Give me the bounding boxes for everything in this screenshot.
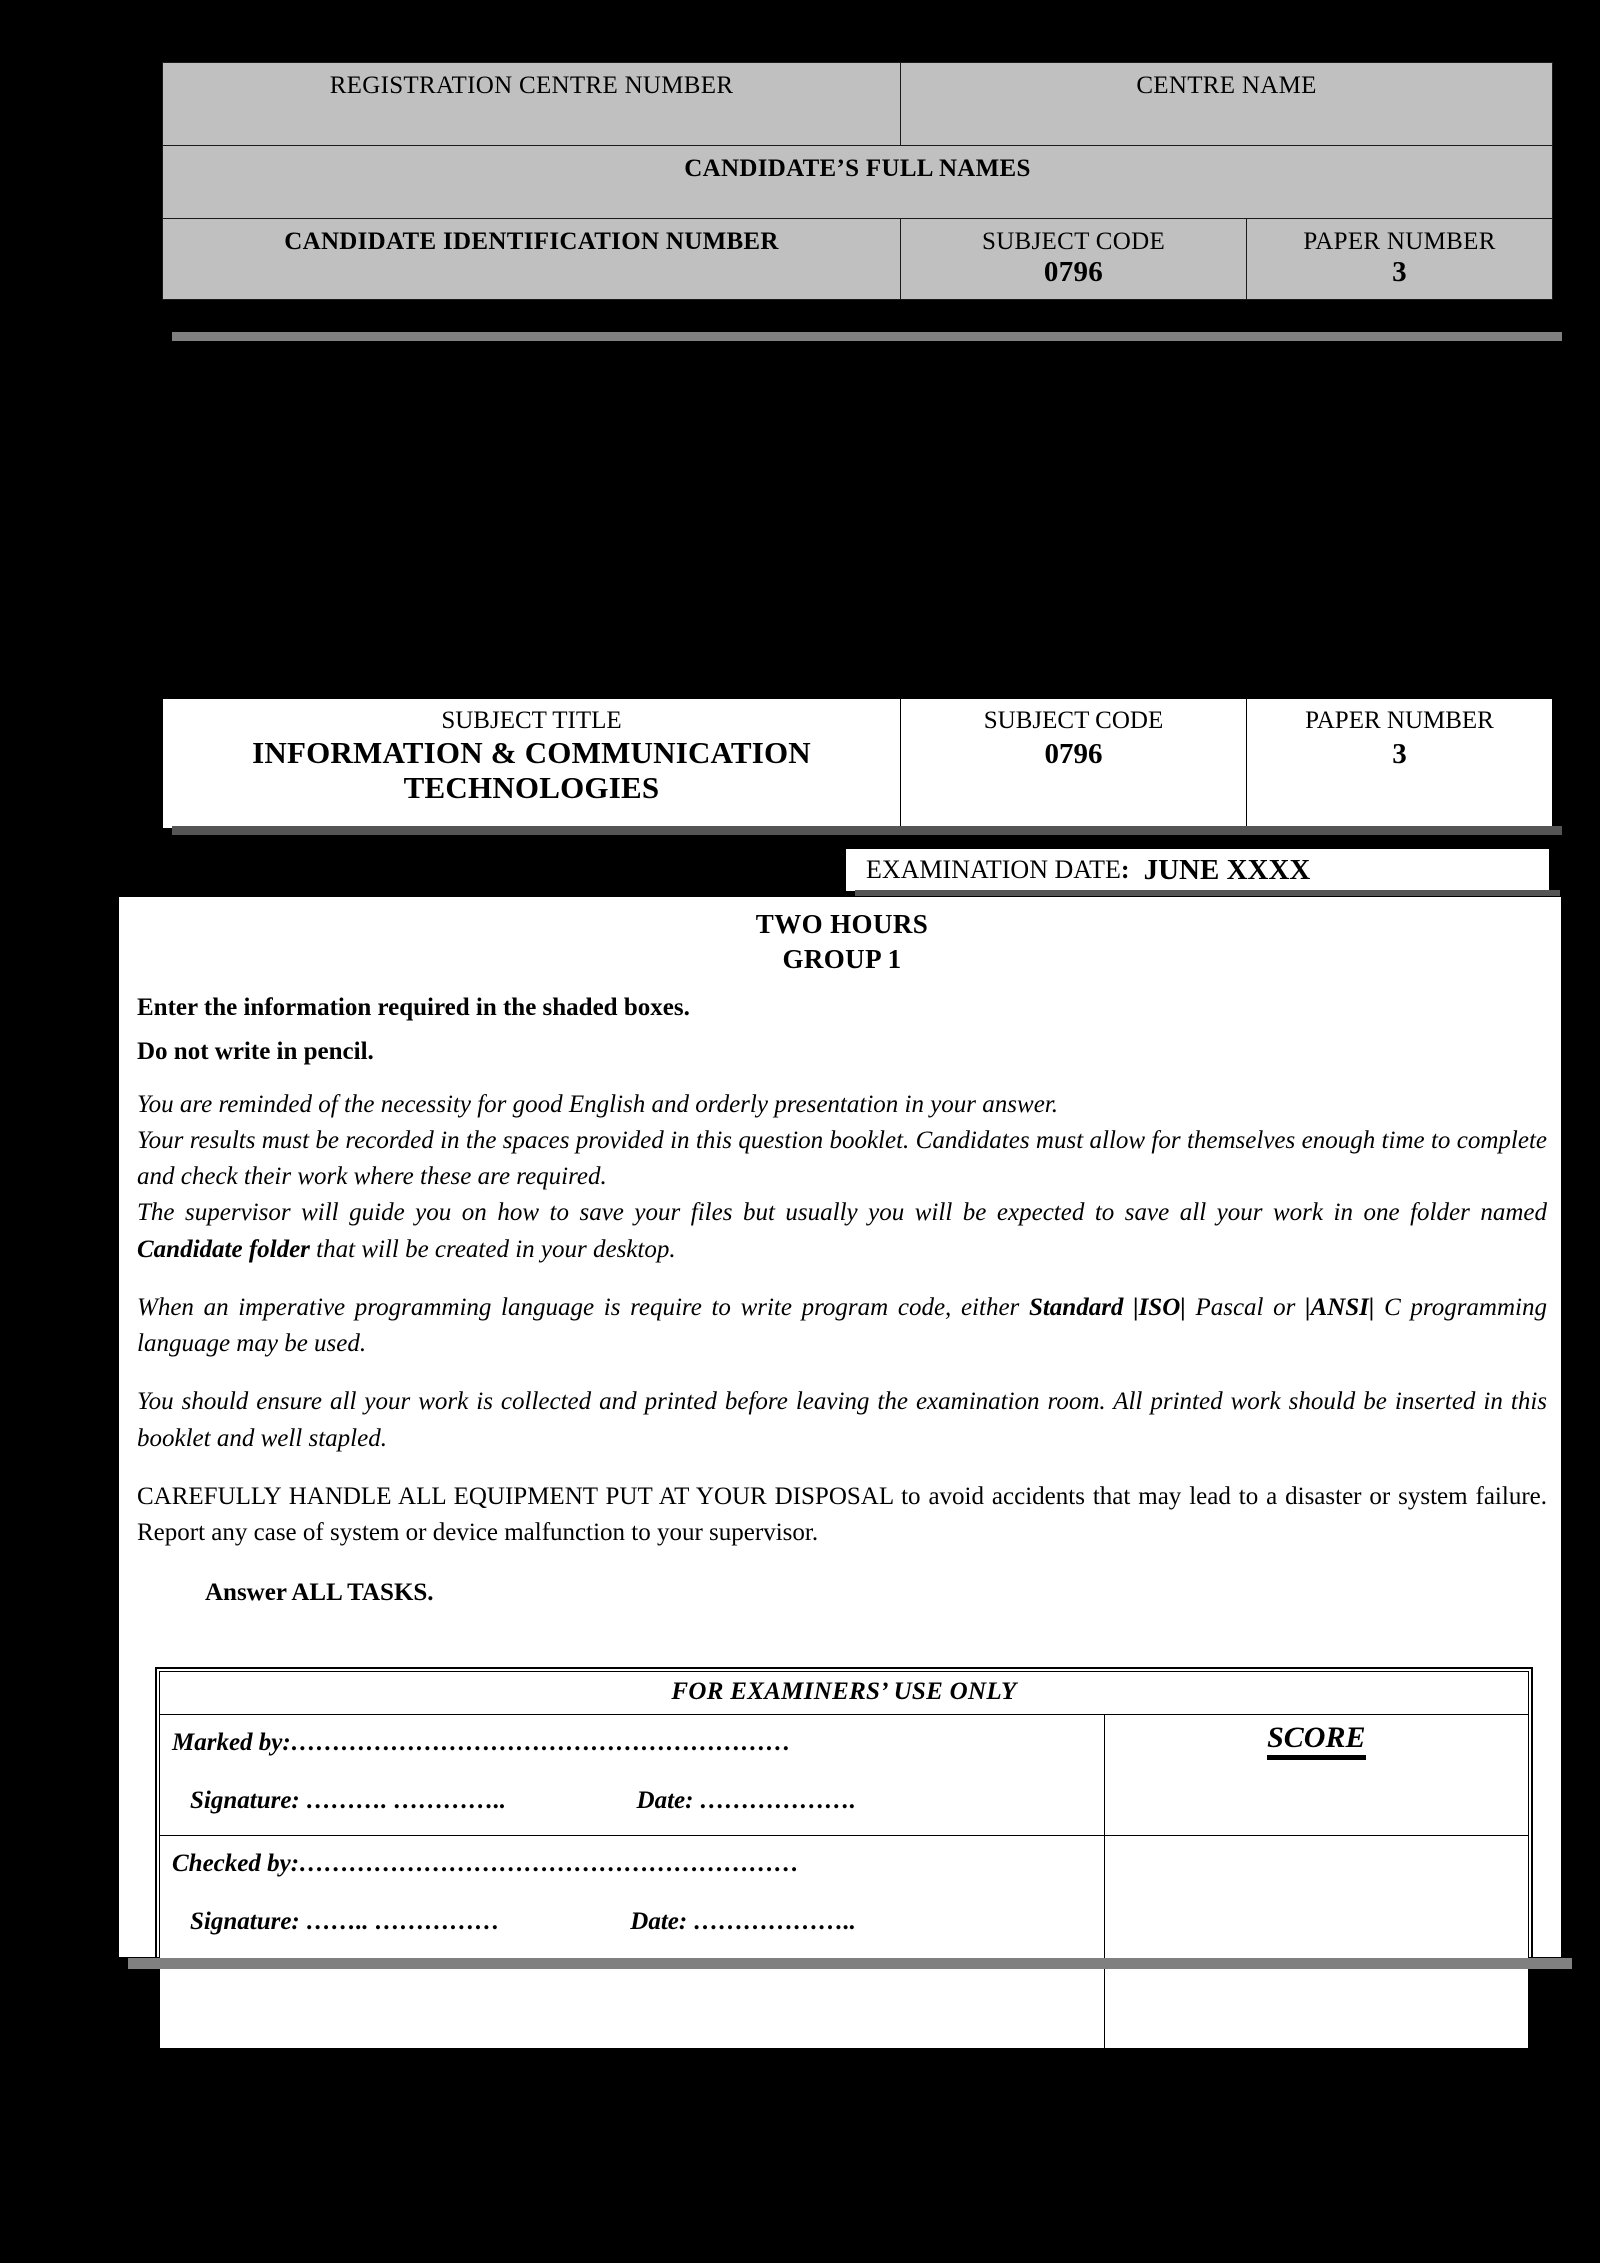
marked-by-line: Marked by:……………………………………………………	[172, 1729, 791, 1756]
examination-date-colon: :	[1120, 855, 1130, 884]
candidate-folder-text-before: The supervisor will guide you on how to save your files but usually you will be expected to save all your work in one folder named	[137, 1199, 1547, 1227]
subject-code-value: 0796	[1043, 256, 1104, 288]
instruction-programming-language	[137, 1290, 1547, 1363]
checked-by-cell[interactable]	[160, 1836, 1105, 2049]
subject-title-value-line1: INFORMATION & COMMUNICATION	[252, 734, 811, 770]
examination-date-label	[866, 855, 1130, 885]
marked-signature-row	[190, 1787, 1104, 1815]
subject-code-value: 0796	[1044, 737, 1103, 770]
table-row	[163, 63, 1553, 146]
examination-date-label-text: EXAMINATION DATE	[866, 855, 1121, 884]
paper-number-label: PAPER NUMBER	[1303, 228, 1496, 255]
instructions-panel	[118, 896, 1562, 1958]
programming-text-a: When an imperative programming language is require to write program code, either	[137, 1293, 1029, 1321]
instruction-good-english: You are reminded of the necessity for good English and orderly presentation in your answer.	[137, 1090, 1058, 1118]
examination-date-box	[845, 848, 1550, 892]
examiners-title-cell	[160, 1672, 1529, 1715]
table-row	[160, 1715, 1529, 1836]
candidate-table-shadow	[172, 332, 1562, 341]
programming-text-c: C programming language may be used.	[137, 1293, 1547, 1358]
table-row	[163, 699, 1553, 829]
score-label: SCORE	[1267, 1721, 1365, 1760]
marked-date-line: Date: ……………….	[636, 1787, 856, 1814]
marked-signature-line: Signature: ………. …………..	[190, 1787, 507, 1814]
checked-by-line: Checked by:……………………………………………………	[172, 1850, 800, 1877]
centre-name-label: CENTRE NAME	[1136, 72, 1317, 99]
examiners-table	[159, 1671, 1529, 2049]
paper-number-cell	[1247, 699, 1553, 829]
candidate-full-names-label: CANDIDATE’S FULL NAMES	[684, 155, 1031, 182]
table-row	[160, 1836, 1529, 2049]
instruction-handle-equipment: CAREFULLY HANDLE ALL EQUIPMENT PUT AT YOUR DISPOSAL to avoid accidents that may lead to a disaster or system failure. Report any case of system or device malfunction to your supervisor.	[137, 1482, 1547, 1547]
subject-code-label: SUBJECT CODE	[982, 228, 1166, 255]
score-header-cell	[1104, 1715, 1528, 1836]
paper-number-label: PAPER NUMBER	[1305, 707, 1494, 734]
instruction-candidate-folder	[137, 1195, 1547, 1268]
subject-code-cell	[901, 219, 1247, 300]
score-value-cell[interactable]	[1104, 1836, 1528, 2049]
programming-standard-iso: Standard |ISO|	[1028, 1293, 1186, 1321]
candidate-identification-number-label: CANDIDATE IDENTIFICATION NUMBER	[284, 228, 779, 255]
subject-table-shadow	[172, 826, 1562, 835]
subject-title-cell	[163, 699, 901, 829]
instruction-shaded-boxes: Enter the information required in the shaded boxes.	[137, 994, 690, 1022]
instruction-printed-work: You should ensure all your work is collected and printed before leaving the examination room. All printed work should be inserted in this booklet and well stapled.	[137, 1388, 1547, 1452]
candidate-full-names-cell[interactable]	[163, 146, 1553, 219]
table-row	[163, 219, 1553, 300]
subject-title-label: SUBJECT TITLE	[441, 707, 622, 734]
paper-number-cell	[1247, 219, 1553, 300]
candidate-details-table	[162, 62, 1553, 300]
registration-centre-number-label: REGISTRATION CENTRE NUMBER	[329, 72, 734, 99]
exam-group: GROUP 1	[782, 943, 902, 974]
candidate-identification-number-cell[interactable]	[163, 219, 901, 300]
candidate-folder-emphasis: Candidate folder	[137, 1235, 310, 1263]
candidate-folder-text-after: that will be created in your desktop.	[309, 1235, 676, 1263]
paper-number-value: 3	[1392, 256, 1407, 288]
subject-code-cell	[901, 699, 1247, 829]
answer-all-tasks: Answer ALL TASKS.	[205, 1579, 434, 1607]
exam-duration: TWO HOURS	[755, 909, 929, 939]
instruction-record-results: Your results must be recorded in the spaces provided in this question booklet. Candidates must allow for themselves enough time to complete and check their work where these are required.	[137, 1126, 1547, 1191]
checked-date-line: Date: ………………..	[630, 1908, 856, 1935]
examination-date-value: JUNE XXXX	[1143, 853, 1311, 886]
programming-ansi: |ANSI|	[1305, 1293, 1375, 1321]
table-row	[163, 146, 1553, 219]
content-panel-shadow	[128, 1958, 1572, 1969]
checked-signature-row	[190, 1908, 1104, 1936]
table-row	[160, 1672, 1529, 1715]
subject-title-value-line2: TECHNOLOGIES	[403, 770, 660, 806]
instruction-no-pencil: Do not write in pencil.	[137, 1038, 374, 1066]
programming-text-b: Pascal or	[1185, 1293, 1306, 1321]
paper-number-value: 3	[1392, 737, 1407, 770]
subject-title-table	[162, 698, 1553, 829]
subject-code-label: SUBJECT CODE	[983, 707, 1164, 734]
examiners-title: FOR EXAMINERS’ USE ONLY	[671, 1678, 1017, 1705]
checked-signature-line: Signature: …….. ……………	[190, 1908, 500, 1935]
registration-centre-number-cell[interactable]	[163, 63, 901, 146]
marked-by-cell[interactable]	[160, 1715, 1105, 1836]
examiners-use-only-box	[155, 1667, 1533, 2053]
centre-name-cell[interactable]	[901, 63, 1553, 146]
